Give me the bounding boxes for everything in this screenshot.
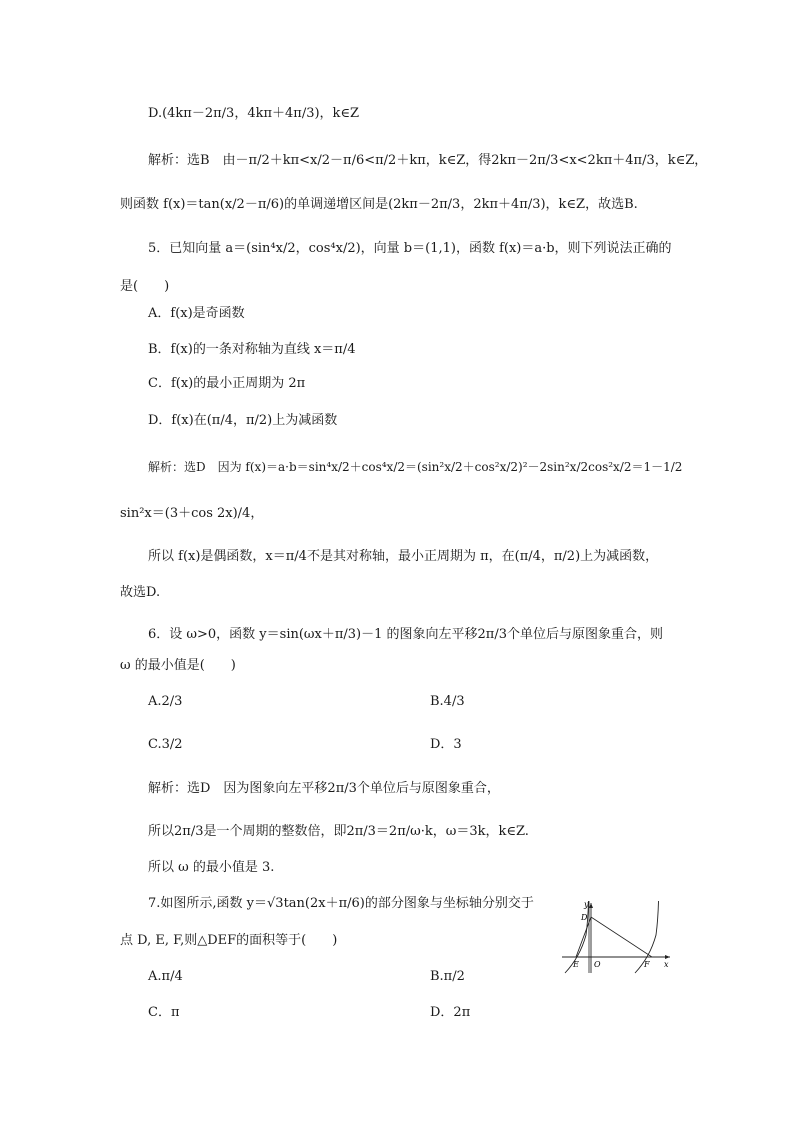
q4-solution-line-1: 解析：选B 由－π/2＋kπ<x/2－π/6<π/2＋kπ，k∈Z，得2kπ－2π/3<x<2kπ＋4π/3，k∈Z， bbox=[148, 153, 708, 168]
x-axis-arrow bbox=[665, 955, 670, 959]
q5-option-b: B．f(x)的一条对称轴为直线 x＝π/4 bbox=[148, 342, 356, 357]
q6-choice-b: B.4/3 bbox=[430, 694, 465, 709]
label-e: E bbox=[573, 960, 579, 969]
q6-solution-line-1: 解析：选D 因为图象向左平移2π/3个单位后与原图象重合， bbox=[148, 781, 500, 796]
q5-option-d: D．f(x)在(π/4，π/2)上为减函数 bbox=[148, 413, 338, 428]
q5-stem-line-1: 5．已知向量 a＝(sin⁴x/2，cos⁴x/2)，向量 b＝(1,1)，函数 f(x)＝a·b，则下列说法正确的 bbox=[148, 241, 672, 256]
q4-solution-line-2: 则函数 f(x)＝tan(x/2－π/6)的单调递增区间是(2kπ－2π/3，2kπ＋4π/3)，k∈Z，故选B. bbox=[120, 197, 638, 212]
q5-stem-line-2: 是( ) bbox=[120, 279, 170, 294]
q6-choice-d: D．3 bbox=[430, 737, 462, 752]
q5-solution-line-2: sin²x＝(3＋cos 2x)/4， bbox=[120, 506, 264, 521]
q6-solution-line-2: 所以2π/3是一个周期的整数倍，即2π/3＝2π/ω·k，ω＝3k，k∈Z. bbox=[148, 824, 529, 839]
label-y: y bbox=[584, 900, 589, 909]
q4-option-d: D.(4kπ－2π/3，4kπ＋4π/3)，k∈Z bbox=[148, 106, 360, 121]
q5-solution-line-3: 所以 f(x)是偶函数，x＝π/4不是其对称轴，最小正周期为 π，在(π/4，π/2)上为减函数， bbox=[148, 549, 659, 564]
q7-choice-a: A.π/4 bbox=[148, 969, 183, 984]
q6-solution-line-3: 所以 ω 的最小值是 3. bbox=[148, 860, 275, 875]
label-d: D bbox=[581, 913, 588, 922]
q7-choice-b: B.π/2 bbox=[430, 969, 465, 984]
q5-option-a: A．f(x)是奇函数 bbox=[148, 306, 245, 321]
y-axis-arrow bbox=[589, 903, 593, 908]
q5-option-c: C．f(x)的最小正周期为 2π bbox=[148, 376, 306, 391]
q6-stem-line-1: 6．设 ω>0，函数 y＝sin(ωx＋π/3)－1 的图象向左平移2π/3个单位后与原图象重合，则 bbox=[148, 627, 663, 642]
label-o: O bbox=[594, 960, 601, 969]
q6-choice-c: C.3/2 bbox=[148, 737, 183, 752]
q7-choice-c: C．π bbox=[148, 1005, 180, 1020]
label-x: x bbox=[664, 960, 669, 969]
q6-choice-a: A.2/3 bbox=[148, 694, 183, 709]
q7-choice-d: D．2π bbox=[430, 1005, 471, 1020]
tan-graph-figure bbox=[560, 895, 675, 975]
q7-stem-line-1: 7.如图所示,函数 y＝√3tan(2x＋π/6)的部分图象与坐标轴分别交于 bbox=[148, 896, 534, 911]
label-f: F bbox=[644, 960, 650, 969]
q7-stem-line-2: 点 D, E, F,则△DEF的面积等于( ) bbox=[120, 933, 338, 948]
q5-solution-line-4: 故选D. bbox=[120, 585, 161, 600]
q6-stem-line-2: ω 的最小值是( ) bbox=[120, 658, 236, 673]
q5-solution-line-1: 解析：选D 因为 f(x)＝a·b＝sin⁴x/2＋cos⁴x/2＝(sin²x/2＋cos²x/2)²－2sin²x/2cos²x/2＝1－1/2 bbox=[148, 460, 683, 474]
